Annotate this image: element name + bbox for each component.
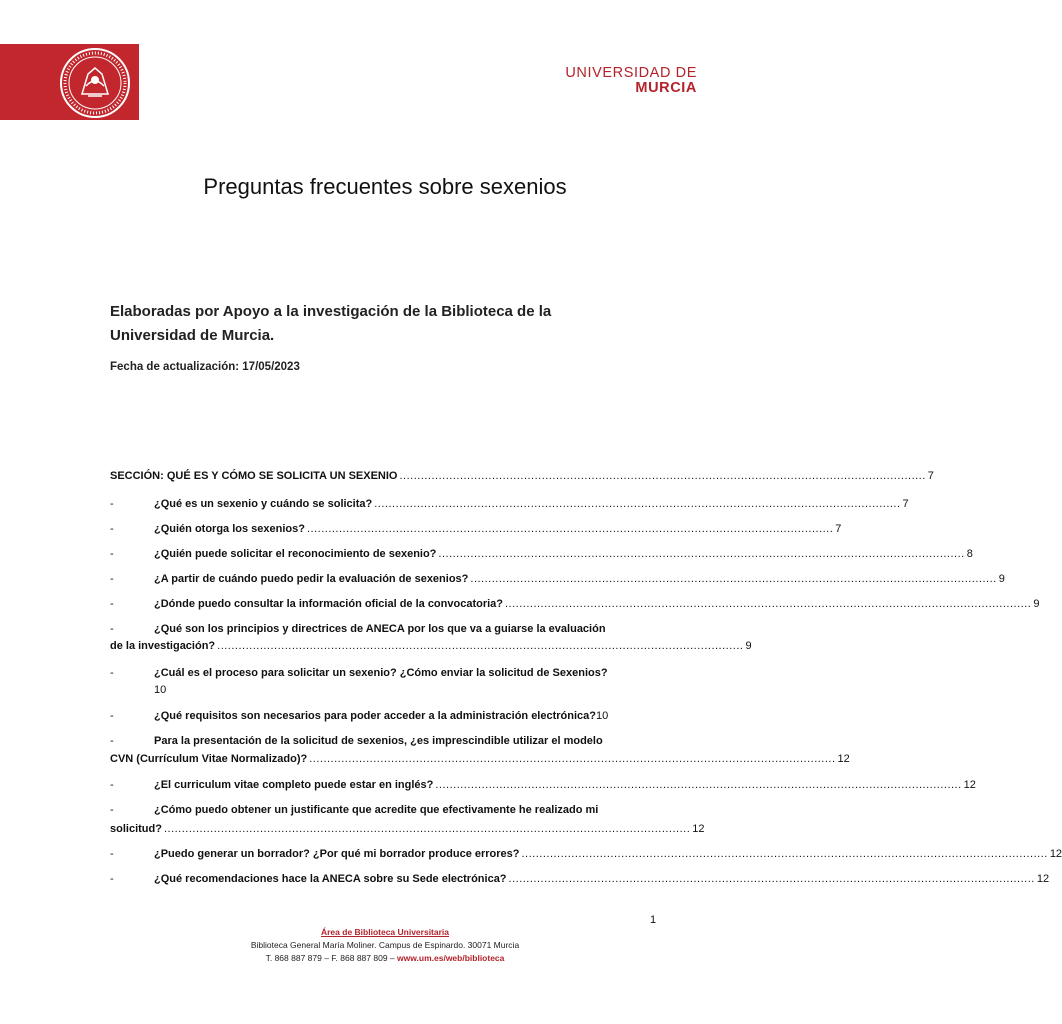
toc-item-text: CVN (Currículum Vitae Normalizado)? [110,753,308,765]
document-subtitle: Elaboradas por Apoyo a la investigación de la Biblioteca de la Universidad de Murcia. [110,303,552,344]
toc-dash: - [110,573,114,585]
toc-item[interactable] [110,573,1005,587]
toc-section-text: SECCIÓN: QUÉ ES Y CÓMO SE SOLICITA UN SEXENIO [110,470,398,482]
toc-page-number: 9 [1033,598,1040,610]
toc-leader: .................................................................................................................................................... [438,548,965,560]
footer-address: Biblioteca General María Moliner. Campus de Espinardo. 30071 Murcia [250,940,520,950]
page-number: 1 [650,914,657,926]
toc-dash: - [110,548,114,560]
toc-item[interactable] [110,667,659,681]
toc-dash: - [110,523,114,535]
toc-item[interactable] [110,848,1062,862]
toc-page-number: 7 [927,470,934,482]
toc-item[interactable] [110,873,1050,887]
toc-dash: - [110,710,114,722]
university-name [565,66,697,96]
toc-page-number: 10 [154,684,167,696]
toc-item-text: ¿Quién otorga los sexenios? [154,523,305,535]
toc-item[interactable] [110,548,973,562]
toc-item-continuation[interactable] [110,753,850,767]
toc-page-number: 10 [596,710,609,722]
toc-leader: .................................................................................................................................................... [217,640,744,652]
toc-dash: - [110,498,114,510]
footer-department-link[interactable]: Área de Biblioteca Universitaria [320,927,450,937]
toc-item[interactable] [110,735,659,749]
toc-leader: .................................................................................................................................................... [399,470,926,482]
toc-page-number: 8 [966,548,973,560]
toc-item-text: ¿Dónde puedo consultar la información oficial de la convocatoria? [154,598,503,610]
toc-page-number: 7 [835,523,842,535]
toc-leader: .................................................................................................................................................... [309,753,836,765]
toc-dash: - [110,623,114,635]
toc-item[interactable] [110,710,659,724]
toc-item-text: Para la presentación de la solicitud de sexenios, ¿es imprescindible utilizar el modelo [154,735,603,747]
toc-page-number: 12 [1049,848,1062,860]
toc-item-text: ¿El curriculum vitae completo puede estar en inglés? [154,779,434,791]
university-name-line2: MURCIA [635,80,697,96]
university-seal-icon [58,46,132,120]
university-name-line1: UNIVERSIDAD DE [565,65,697,81]
toc-page-number: 9 [998,573,1005,585]
toc-dash: - [110,804,114,816]
toc-leader: .................................................................................................................................................... [163,823,691,835]
footer-contact [0,952,770,965]
toc-item-continuation[interactable] [110,823,705,837]
toc-item-text: ¿Cómo puedo obtener un justificante que acredite que efectivamente he realizado mi [154,804,599,816]
toc-dash: - [110,667,114,679]
toc-item[interactable] [110,804,659,818]
toc-item-text: ¿Quién puede solicitar el reconocimiento de sexenio? [154,548,437,560]
toc-page-number: 7 [902,498,909,510]
toc-item-continuation[interactable] [110,684,703,698]
toc-leader: .................................................................................................................................................... [508,873,1035,885]
toc-item-text: ¿A partir de cuándo puedo pedir la evaluación de sexenios? [154,573,469,585]
toc-item[interactable] [110,523,842,537]
toc-leader: .................................................................................................................................................... [374,498,901,510]
toc-page-number: 12 [837,753,850,765]
toc-item[interactable] [110,779,976,793]
toc-item-text: ¿Qué es un sexenio y cuándo se solicita? [154,498,373,510]
toc-page-number: 12 [692,823,705,835]
toc-item-text: solicitud? [110,823,162,835]
toc-item-text: ¿Qué son los principios y directrices de ANECA por los que va a guiarse la evaluación [154,623,606,635]
toc-dash: - [110,598,114,610]
toc-dash: - [110,735,114,747]
footer-website-link[interactable]: www.um.es/web/biblioteca [397,953,505,963]
toc-dash: - [110,873,114,885]
footer-phone-fax: T. 868 887 879 – F. 868 887 809 – [265,953,395,963]
toc-leader: .................................................................................................................................................... [470,573,997,585]
document-title: Preguntas frecuentes sobre sexenios [203,174,567,199]
toc-item[interactable] [110,498,909,512]
toc-page-number: 12 [1036,873,1050,885]
toc-leader: .................................................................................................................................................... [435,779,962,791]
toc-page-number: 12 [963,779,976,791]
toc-item[interactable] [110,623,659,637]
toc-leader: .................................................................................................................................................... [521,848,1048,860]
toc-leader: .................................................................................................................................................... [306,523,834,535]
toc-item-text: ¿Cuál es el proceso para solicitar un sexenio? ¿Cómo enviar la solicitud de Sexenios? [154,667,608,679]
toc-item-text: ¿Qué recomendaciones hace la ANECA sobre su Sede electrónica? [154,873,507,885]
update-date: Fecha de actualización: 17/05/2023 [110,361,300,373]
toc-dash: - [110,848,114,860]
toc-leader: .................................................................................................................................................... [505,598,1032,610]
toc-item-continuation[interactable] [110,640,752,654]
toc-page-number: 9 [745,640,752,652]
toc-item-text: ¿Qué requisitos son necesarios para poder acceder a la administración electrónica? [154,710,596,722]
toc-item[interactable] [110,598,1040,612]
toc-item-text: de la investigación? [110,640,216,652]
toc-item-text: ¿Puedo generar un borrador? ¿Por qué mi borrador produce errores? [154,848,520,860]
toc-section[interactable] [110,470,934,484]
page-footer [0,926,770,965]
toc-dash: - [110,779,114,791]
